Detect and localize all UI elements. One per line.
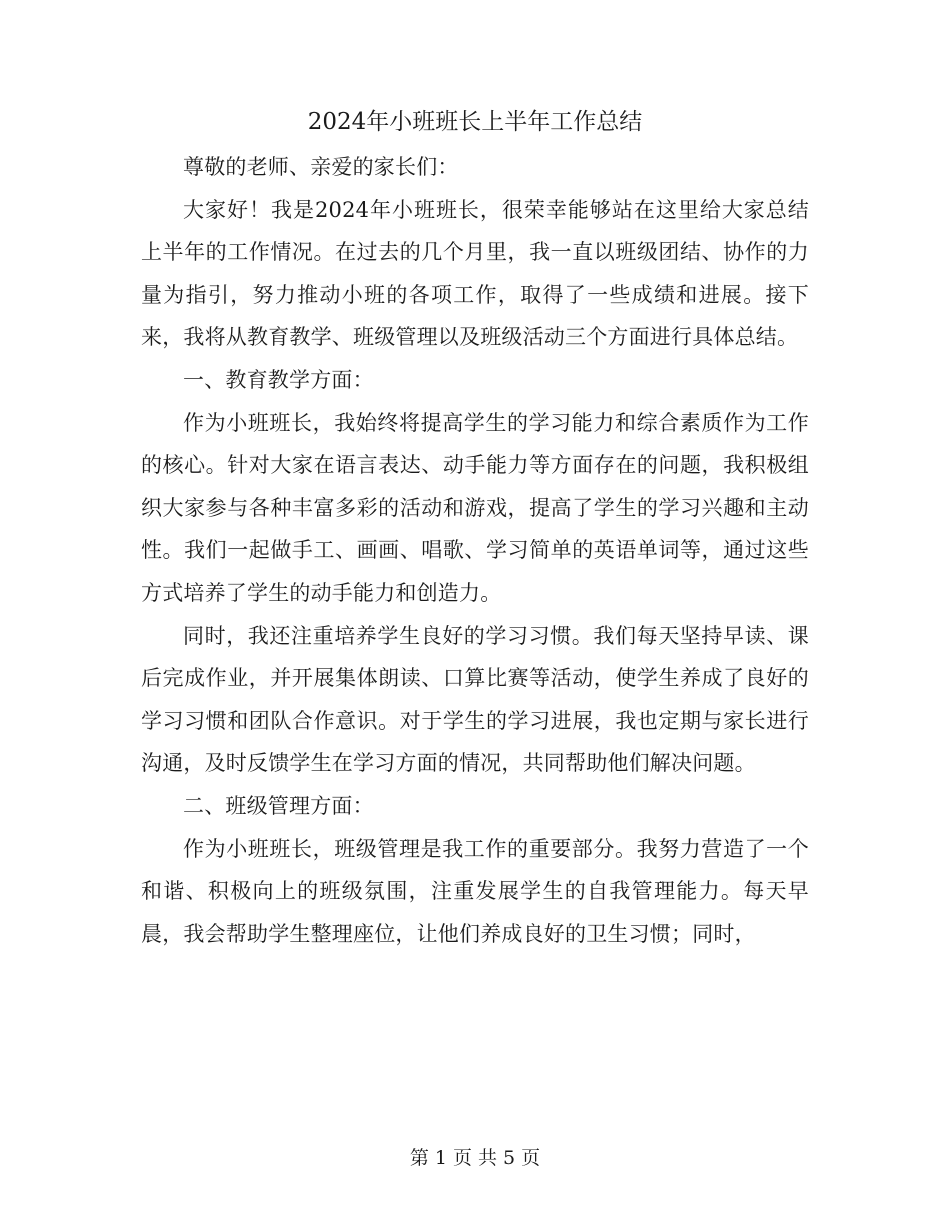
document-body (141, 146, 809, 955)
document-title: 2024年小班班长上半年工作总结 (307, 109, 643, 135)
teaching-paragraph-2: 同时，我还注重培养学生良好的学习习惯。我们每天坚持早读、课后完成作业，并开展集体朗读、口算比赛等活动，使学生养成了良好的学习习惯和团队合作意识。对于学生的学习进展，我也定期与家长进行沟通，及时反馈学生在学习方面的情况，共同帮助他们解决问题。 (141, 623, 809, 776)
management-paragraph-1: 作为小班班长，班级管理是我工作的重要部分。我努力营造了一个和谐、积极向上的班级氛围，注重发展学生的自我管理能力。每天早晨，我会帮助学生整理座位，让他们养成良好的卫生习惯；同时， (141, 836, 809, 946)
section-heading-teaching: 一、教育教学方面： (183, 367, 374, 392)
intro-paragraph: 大家好！我是2024年小班班长，很荣幸能够站在这里给大家总结上半年的工作情况。在过去的几个月里，我一直以班级团结、协作的力量为指引，努力推动小班的各项工作，取得了一些成绩和进展。接下来，我将从教育教学、班级管理以及班级活动三个方面进行具体总结。 (141, 197, 809, 350)
section-heading-management: 二、班级管理方面： (183, 793, 374, 818)
teaching-paragraph-1: 作为小班班长，我始终将提高学生的学习能力和综合素质作为工作的核心。针对大家在语言表达、动手能力等方面存在的问题，我积极组织大家参与各种丰富多彩的活动和游戏，提高了学生的学习兴趣和主动性。我们一起做手工、画画、唱歌、学习简单的英语单词等，通过这些方式培养了学生的动手能力和创造力。 (141, 410, 809, 605)
page-number-footer: 第 1 页 共 5 页 (409, 1147, 541, 1169)
salutation-paragraph: 尊敬的老师、亲爱的家长们： (183, 155, 459, 179)
